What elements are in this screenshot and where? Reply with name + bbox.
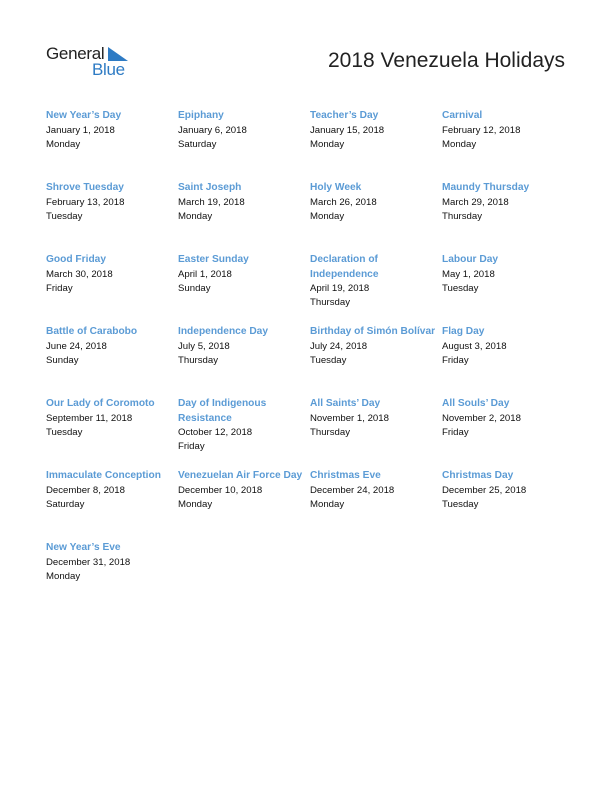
holiday-date: February 12, 2018: [442, 124, 521, 136]
holiday-name: Independence Day: [178, 326, 269, 337]
holiday-entry: [46, 181, 178, 253]
holiday-date: March 29, 2018: [442, 196, 509, 208]
holiday-name: Labour Day: [442, 254, 499, 265]
holiday-date: March 26, 2018: [310, 196, 377, 208]
holiday-entry: [442, 397, 574, 469]
holiday-date: January 15, 2018: [310, 124, 385, 136]
holiday-weekday: Tuesday: [46, 210, 83, 222]
holiday-date: March 30, 2018: [46, 268, 113, 280]
holiday-date: April 19, 2018: [310, 283, 370, 294]
logo-flag-icon: [108, 47, 128, 61]
holiday-entry: [46, 325, 178, 397]
logo-word-general: General: [46, 44, 105, 63]
holiday-weekday: Monday: [442, 138, 477, 150]
holiday-date: July 5, 2018: [178, 340, 230, 352]
holiday-entry: [442, 253, 574, 325]
holiday-date: June 24, 2018: [46, 340, 107, 352]
holiday-weekday: Thursday: [178, 354, 218, 366]
holiday-name: New Year’s Eve: [46, 542, 121, 553]
holiday-weekday: Friday: [46, 282, 73, 294]
holiday-weekday: Tuesday: [46, 426, 83, 438]
holiday-entry: [442, 181, 574, 253]
holiday-name: Teacher’s Day: [310, 110, 379, 121]
holiday-name: All Souls’ Day: [442, 398, 510, 409]
holiday-entry: [46, 253, 178, 325]
holiday-entry: [310, 181, 442, 253]
holiday-weekday: Thursday: [310, 426, 350, 438]
holiday-entry: [178, 469, 310, 541]
holiday-entry: [46, 109, 178, 181]
holiday-date: September 11, 2018: [46, 412, 133, 424]
holiday-weekday: Monday: [178, 210, 213, 222]
holiday-weekday: Monday: [178, 498, 213, 510]
holiday-weekday: Monday: [46, 570, 81, 582]
holiday-weekday: Monday: [310, 138, 345, 150]
holiday-entry: [310, 325, 442, 397]
holiday-entry: [310, 253, 442, 325]
holiday-date: December 31, 2018: [46, 556, 131, 568]
holiday-date: April 1, 2018: [178, 268, 232, 280]
holiday-entry: [310, 397, 442, 469]
holiday-entry: [178, 397, 310, 469]
holiday-entry: [178, 181, 310, 253]
holiday-date: July 24, 2018: [310, 340, 368, 352]
holiday-date: August 3, 2018: [442, 340, 507, 352]
page-title: 2018 Venezuela Holidays: [327, 49, 565, 72]
holiday-name: Immaculate Conception: [46, 470, 161, 481]
holiday-weekday: Friday: [442, 354, 469, 366]
holiday-name: Flag Day: [442, 326, 485, 337]
holiday-entry: [442, 109, 574, 181]
holiday-name: New Year’s Day: [46, 110, 122, 121]
holiday-weekday: Sunday: [46, 354, 79, 366]
holiday-date: December 25, 2018: [442, 484, 527, 496]
holiday-weekday: Monday: [310, 498, 345, 510]
holiday-date: December 24, 2018: [310, 484, 395, 496]
holiday-weekday: Monday: [310, 210, 345, 222]
holiday-name: Easter Sunday: [178, 254, 249, 265]
holiday-name: Christmas Eve: [310, 470, 381, 481]
holiday-weekday: Tuesday: [310, 354, 347, 366]
holiday-name: Day of Indigenous Resistance: [178, 398, 267, 424]
holiday-name: Epiphany: [178, 110, 224, 121]
holiday-weekday: Thursday: [310, 297, 350, 308]
holiday-date: January 1, 2018: [46, 124, 115, 136]
holiday-weekday: Tuesday: [442, 282, 479, 294]
holiday-weekday: Monday: [46, 138, 81, 150]
holiday-entry: [442, 325, 574, 397]
holiday-name: Holy Week: [310, 182, 362, 193]
holiday-entry: [46, 469, 178, 541]
holiday-name: Battle of Carabobo: [46, 326, 138, 337]
holiday-date: December 10, 2018: [178, 484, 263, 496]
holiday-date: October 12, 2018: [178, 427, 253, 438]
holiday-date: January 6, 2018: [178, 124, 247, 136]
holiday-entry: [178, 109, 310, 181]
holiday-name: All Saints’ Day: [310, 398, 381, 409]
holiday-weekday: Saturday: [46, 498, 85, 510]
holiday-entry: [46, 397, 178, 469]
logo-word-blue: Blue: [92, 60, 125, 79]
holiday-weekday: Friday: [442, 426, 469, 438]
holiday-date: March 19, 2018: [178, 196, 245, 208]
holiday-entry: [442, 469, 574, 541]
holiday-entry: [310, 109, 442, 181]
holiday-name: Maundy Thursday: [442, 182, 530, 193]
holiday-weekday: Friday: [178, 441, 205, 452]
holiday-weekday: Saturday: [178, 138, 217, 150]
holiday-date: May 1, 2018: [442, 268, 495, 280]
holiday-weekday: Tuesday: [442, 498, 479, 510]
holiday-date: November 2, 2018: [442, 412, 521, 424]
holiday-entry: [178, 325, 310, 397]
holiday-weekday: Sunday: [178, 282, 211, 294]
holiday-name: Carnival: [442, 110, 483, 121]
holiday-date: December 8, 2018: [46, 484, 125, 496]
holiday-name: Venezuelan Air Force Day: [178, 470, 303, 481]
holiday-weekday: Thursday: [442, 210, 482, 222]
holiday-name: Good Friday: [46, 254, 106, 265]
holiday-name: Declaration of Independence: [310, 254, 379, 280]
holiday-name: Our Lady of Coromoto: [46, 398, 155, 409]
holiday-name: Christmas Day: [442, 470, 514, 481]
holiday-grid: [46, 109, 586, 613]
holiday-date: February 13, 2018: [46, 196, 125, 208]
holiday-entry: [46, 541, 178, 613]
holiday-entry: [310, 469, 442, 541]
holiday-date: November 1, 2018: [310, 412, 389, 424]
holiday-entry: [178, 253, 310, 325]
holiday-name: Birthday of Simón Bolívar: [310, 326, 436, 337]
holiday-name: Saint Joseph: [178, 182, 242, 193]
holiday-name: Shrove Tuesday: [46, 182, 124, 193]
generalblue-logo: [46, 44, 136, 80]
